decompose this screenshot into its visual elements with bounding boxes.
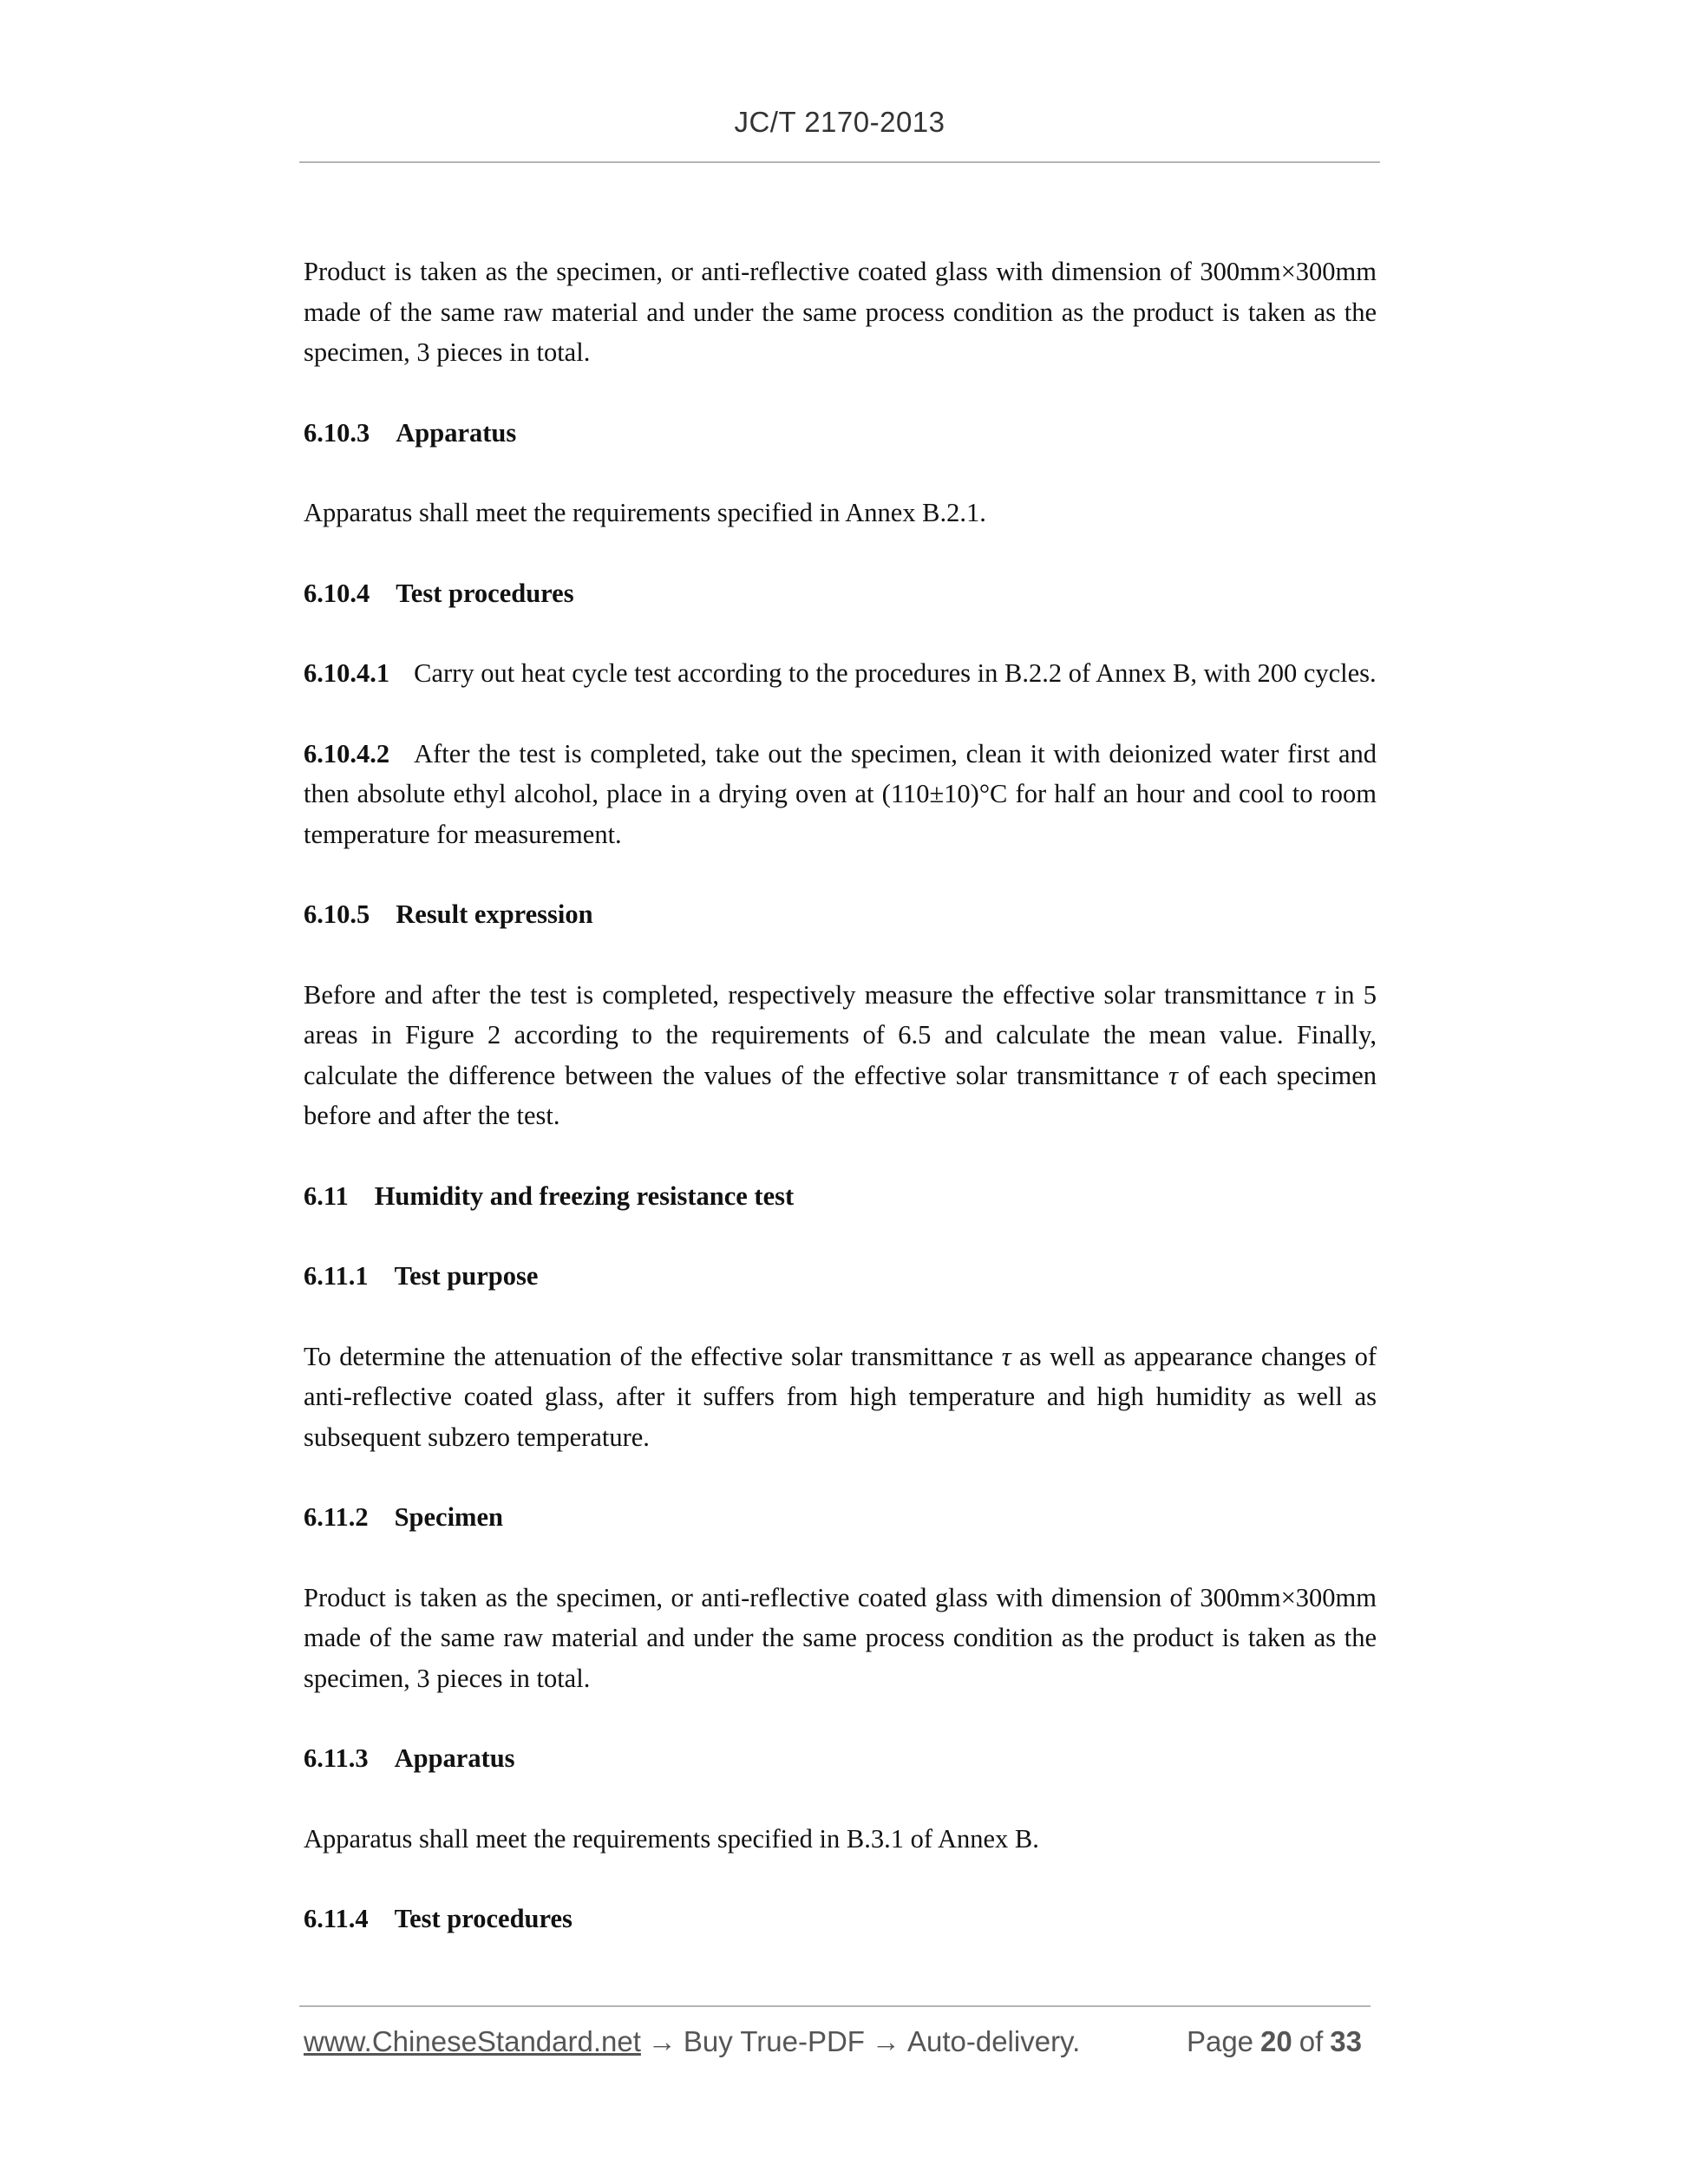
heading-number: 6.11 bbox=[304, 1180, 349, 1211]
heading-6-11-1 bbox=[304, 1256, 1377, 1297]
page-current: 20 bbox=[1260, 2025, 1292, 2057]
heading-title: Result expression bbox=[396, 899, 593, 929]
heading-title: Humidity and freezing resistance test bbox=[374, 1180, 795, 1211]
heading-title: Test procedures bbox=[394, 1904, 572, 1933]
tau-symbol: τ bbox=[1001, 1341, 1011, 1371]
heading-number: 6.10.5 bbox=[304, 899, 370, 929]
clause-number: 6.10.4.1 bbox=[304, 658, 390, 688]
heading-6-10-4 bbox=[304, 573, 1377, 614]
clause-text: Carry out heat cycle test according to the procedures in B.2.2 of Annex B, with 200 cycles. bbox=[414, 658, 1377, 688]
buy-text: Buy True-PDF bbox=[683, 2025, 865, 2057]
heading-6-11 bbox=[304, 1176, 1377, 1217]
heading-title: Apparatus bbox=[394, 1743, 515, 1773]
clause-number: 6.10.4.2 bbox=[304, 738, 390, 768]
document-header: JC/T 2170-2013 bbox=[734, 106, 945, 138]
text-segment: of each specimen before and after the test. bbox=[304, 1060, 1377, 1130]
heading-6-11-3 bbox=[304, 1738, 1377, 1779]
heading-number: 6.10.4 bbox=[304, 578, 370, 608]
footer-divider bbox=[299, 2005, 1371, 2007]
page-indicator bbox=[1187, 2025, 1369, 2058]
heading-title: Test procedures bbox=[396, 578, 574, 608]
page-of: of bbox=[1299, 2025, 1324, 2057]
paragraph-test-purpose bbox=[304, 1337, 1377, 1458]
text-segment: To determine the attenuation of the effective solar transmittance bbox=[304, 1341, 1002, 1371]
heading-title: Apparatus bbox=[396, 417, 517, 448]
arrow-right-icon: → bbox=[871, 2025, 900, 2057]
footer-promo bbox=[304, 2025, 1080, 2058]
text-segment: in 5 areas in Figure 2 according to the requirements of 6.5 and calculate the mean value. Finally, calculate the difference between the values of the effective solar transmittance bbox=[304, 979, 1377, 1090]
paragraph-specimen-6-11: Product is taken as the specimen, or anti-reflective coated glass with dimension of 300mm×300mm made of the same raw material and under the same process condition as the product is taken as the specimen, 3 pieces in total. bbox=[304, 1582, 1377, 1693]
heading-number: 6.11.4 bbox=[304, 1904, 369, 1933]
text-segment: Before and after the test is completed, respectively measure the effective solar transmittance bbox=[304, 979, 1316, 1010]
header-divider bbox=[299, 161, 1380, 163]
heading-number: 6.11.2 bbox=[304, 1502, 369, 1532]
clause-text: After the test is completed, take out the specimen, clean it with deionized water first and then absolute ethyl alcohol, place in a drying oven at (110±10)°C for half an hour and cool to room temperature for measurement. bbox=[304, 738, 1377, 849]
heading-number: 6.11.3 bbox=[304, 1743, 369, 1773]
website-link[interactable]: www.ChineseStandard.net bbox=[304, 2025, 641, 2057]
paragraph-apparatus-6-11: Apparatus shall meet the requirements specified in B.3.1 of Annex B. bbox=[304, 1823, 1039, 1854]
arrow-right-icon: → bbox=[647, 2025, 677, 2057]
page-total: 33 bbox=[1330, 2025, 1362, 2057]
heading-title: Test purpose bbox=[394, 1261, 539, 1291]
page-content bbox=[304, 252, 1377, 1979]
heading-title: Specimen bbox=[394, 1502, 503, 1532]
heading-number: 6.10.3 bbox=[304, 417, 370, 448]
tau-symbol: τ bbox=[1315, 979, 1325, 1010]
paragraph-apparatus-6-10: Apparatus shall meet the requirements specified in Annex B.2.1. bbox=[304, 498, 986, 527]
heading-6-11-4 bbox=[304, 1899, 1377, 1939]
paragraph-6-10-4-2 bbox=[304, 734, 1377, 855]
paragraph-specimen-6-10: Product is taken as the specimen, or anti-reflective coated glass with dimension of 300mm×300mm made of the same raw material and under the same process condition as the product is taken as the specimen, 3 pieces in total. bbox=[304, 257, 1377, 367]
page-label: Page bbox=[1186, 2025, 1254, 2057]
tau-symbol: τ bbox=[1168, 1060, 1179, 1090]
heading-6-10-3 bbox=[304, 413, 1377, 454]
heading-6-10-5 bbox=[304, 894, 1377, 935]
paragraph-6-10-4-1 bbox=[304, 653, 1377, 694]
text-segment: as well as appearance changes of anti-reflective coated glass, after it suffers from high temperature and high humidity as well as subsequent subzero temperature. bbox=[304, 1341, 1377, 1452]
delivery-text: Auto-delivery. bbox=[906, 2025, 1081, 2057]
heading-number: 6.11.1 bbox=[304, 1261, 369, 1291]
paragraph-result-expression bbox=[304, 975, 1377, 1136]
heading-6-11-2 bbox=[304, 1497, 1377, 1538]
